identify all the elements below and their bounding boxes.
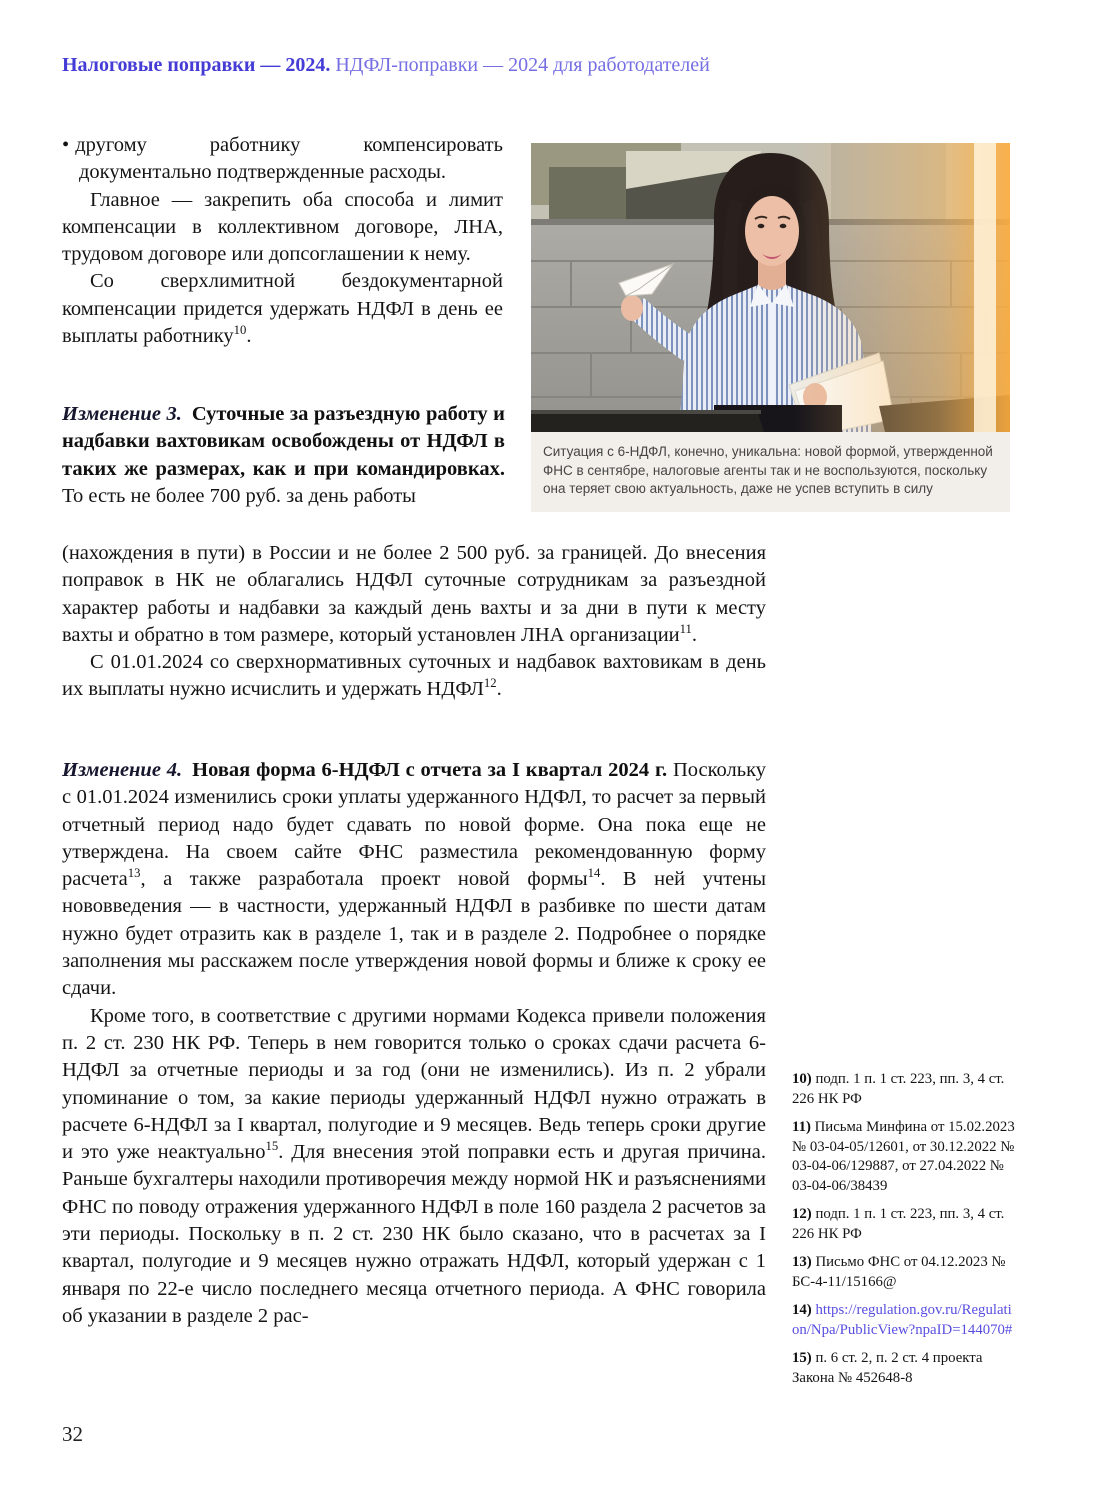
change-4-title: Новая форма 6-НДФЛ с отчета за I квартал 2024 г. <box>192 759 668 781</box>
footnote-ref-15: 15 <box>265 1139 279 1154</box>
footnote-12: 12) подп. 1 п. 1 ст. 223, пп. 3, 4 ст. 226 НК РФ <box>792 1206 1005 1242</box>
section-change-3-body <box>62 540 766 704</box>
photo-woman-paper-plane <box>531 143 1010 432</box>
section-change-3 <box>62 401 505 510</box>
change-3-lead: То есть не более 700 руб. за день работы <box>62 484 416 507</box>
intro-column <box>62 132 503 350</box>
body-paragraph: Кроме того, в соответствие с другими нормами Кодекса привели положения п. 2 ст. 230 НК РФ. Теперь в нем говорится только о сроках сдачи расчета 6-НДФЛ за отчетные периоды и за год (они не изменились). Из п. 2 убрали упоминание о том, за какие периоды удержанный НДФЛ нужно отражать в расчете 6-НДФЛ за I квартал, полугодие и 9 месяцев. Ведь теперь сроки другие и это уже неактуально$^{15}$. Для внесения этой поправки есть и другая причина. Раньше бухгалтеры находили противоречия между нормой НК и разъяснениями ФНС по поводу отражения удержанного НДФЛ в поле 160 раздела 2 расчетов за эти периоды. Поскольку в п. 2 ст. 230 НК было сказано, что в расчетах за I квартал, полугодие и 9 месяцев нужно отражать НДФЛ, который удержан с 1 января по 22-е число последнего месяца отчетного периода. А ФНС говорила об указании в разделе 2 рас- <box>62 1004 766 1327</box>
bullet-item <box>62 132 503 187</box>
change-3-paragraph <box>62 401 505 510</box>
footnote-14: 14) https://regulation.gov.ru/Regulation/Npa/PublicView?npaID=144070# <box>792 1302 1013 1338</box>
photo-caption: Ситуация с 6-НДФЛ, конечно, уникальна: новой формой, утвержденной ФНС в сентябре, налоговые агенты так и не воспользуются, поскольку она теряет свою актуальность, даже не успев вступить в силу <box>531 432 1010 512</box>
bullet-text: другому работнику компенсировать документально подтвержденные расходы. <box>75 134 503 184</box>
footnote-13: 13) Письмо ФНС от 04.12.2023 № БС-4-11/15166@ <box>792 1254 1006 1290</box>
footnote-ref-14: 14 <box>587 866 601 881</box>
regulation-link[interactable]: https://regulation.gov.ru/Regulation/Npa/PublicView?npaID=144070# <box>792 1302 1013 1338</box>
body-paragraph: С 01.01.2024 со сверхнормативных суточных и надбавок вахтовикам в день их выплаты нужно исчислить и удержать НДФЛ$^{12}$. <box>62 651 766 701</box>
article-photo <box>531 143 1010 432</box>
change-4-paragraph: Изменение 4. Новая форма 6-НДФЛ с отчета за I квартал 2024 г. Поскольку с 01.01.2024 изменились сроки уплаты удержанного НДФЛ, то расчет за первый отчетный период надо будет сдавать по новой форме. Она пока еще не утверждена. На своем сайте ФНС разместила рекомендованную форму расчета$^{13}$, а также разработала проект новой формы$^{14}$. В ней учтены нововведения — в частности, удержанный НДФЛ в разбивке по шести датам нужно будет отразить как в разделе 1, так и в разделе 2. Подробнее о порядке заполнения мы расскажем после утверждения новой формы и ближе к сроку ее сдачи. <box>62 759 767 1000</box>
footnote-10: 10) подп. 1 п. 1 ст. 223, пп. 3, 4 ст. 226 НК РФ <box>792 1071 1005 1107</box>
running-head-article: НДФЛ-поправки — 2024 для работодателей <box>335 54 710 76</box>
intro-paragraph: Главное — закрепить оба способа и лимит компенсации в коллективном договоре, ЛНА, трудовом договоре или допсоглашении к нему. <box>62 188 503 266</box>
change-3-title: Суточные за разъездную работу и надбавки вахтовикам освобождены от НДФЛ в таких же размерах, как и при командировках. <box>62 403 505 480</box>
section-change-4 <box>62 757 766 1330</box>
bullet-icon: • <box>62 134 70 156</box>
body-paragraph: (нахождения в пути) в России и не более 2 500 руб. за границей. До внесения поправок в НК не облагались НДФЛ суточные сотрудникам за разъездной характер работы и надбавки за каждый день вахты и за дни в пути к месту вахты и обратно в том размере, который установлен ЛНА организации$^{11}$. <box>62 542 766 646</box>
intro-paragraph: Со сверхлимитной бездокументарной компенсации придется удержать НДФЛ в день ее выплаты работнику$^{10}$. <box>62 270 503 348</box>
footnote-ref-13: 13 <box>127 866 141 881</box>
footnote-15: 15) п. 6 ст. 2, п. 2 ст. 4 проекта Закона № 452648-8 <box>792 1350 983 1386</box>
footnote-11: 11) Письма Минфина от 15.02.2023 № 03-04-05/12601, от 30.12.2022 № 03-04-06/129887, от 27.04.2022 № 03-04-06/38439 <box>792 1119 1015 1194</box>
footnote-ref-10: 10 <box>233 323 247 338</box>
running-head-section: Налоговые поправки — 2024. <box>62 54 331 76</box>
footnotes-sidebar <box>792 1070 1018 1397</box>
footnote-ref-12: 12 <box>483 676 497 691</box>
footnote-ref-11: 11 <box>679 622 692 637</box>
change-3-label: Изменение 3. <box>62 403 182 425</box>
page-number: 32 <box>62 1422 83 1446</box>
change-4-label: Изменение 4. <box>62 759 183 781</box>
running-head <box>62 52 710 78</box>
